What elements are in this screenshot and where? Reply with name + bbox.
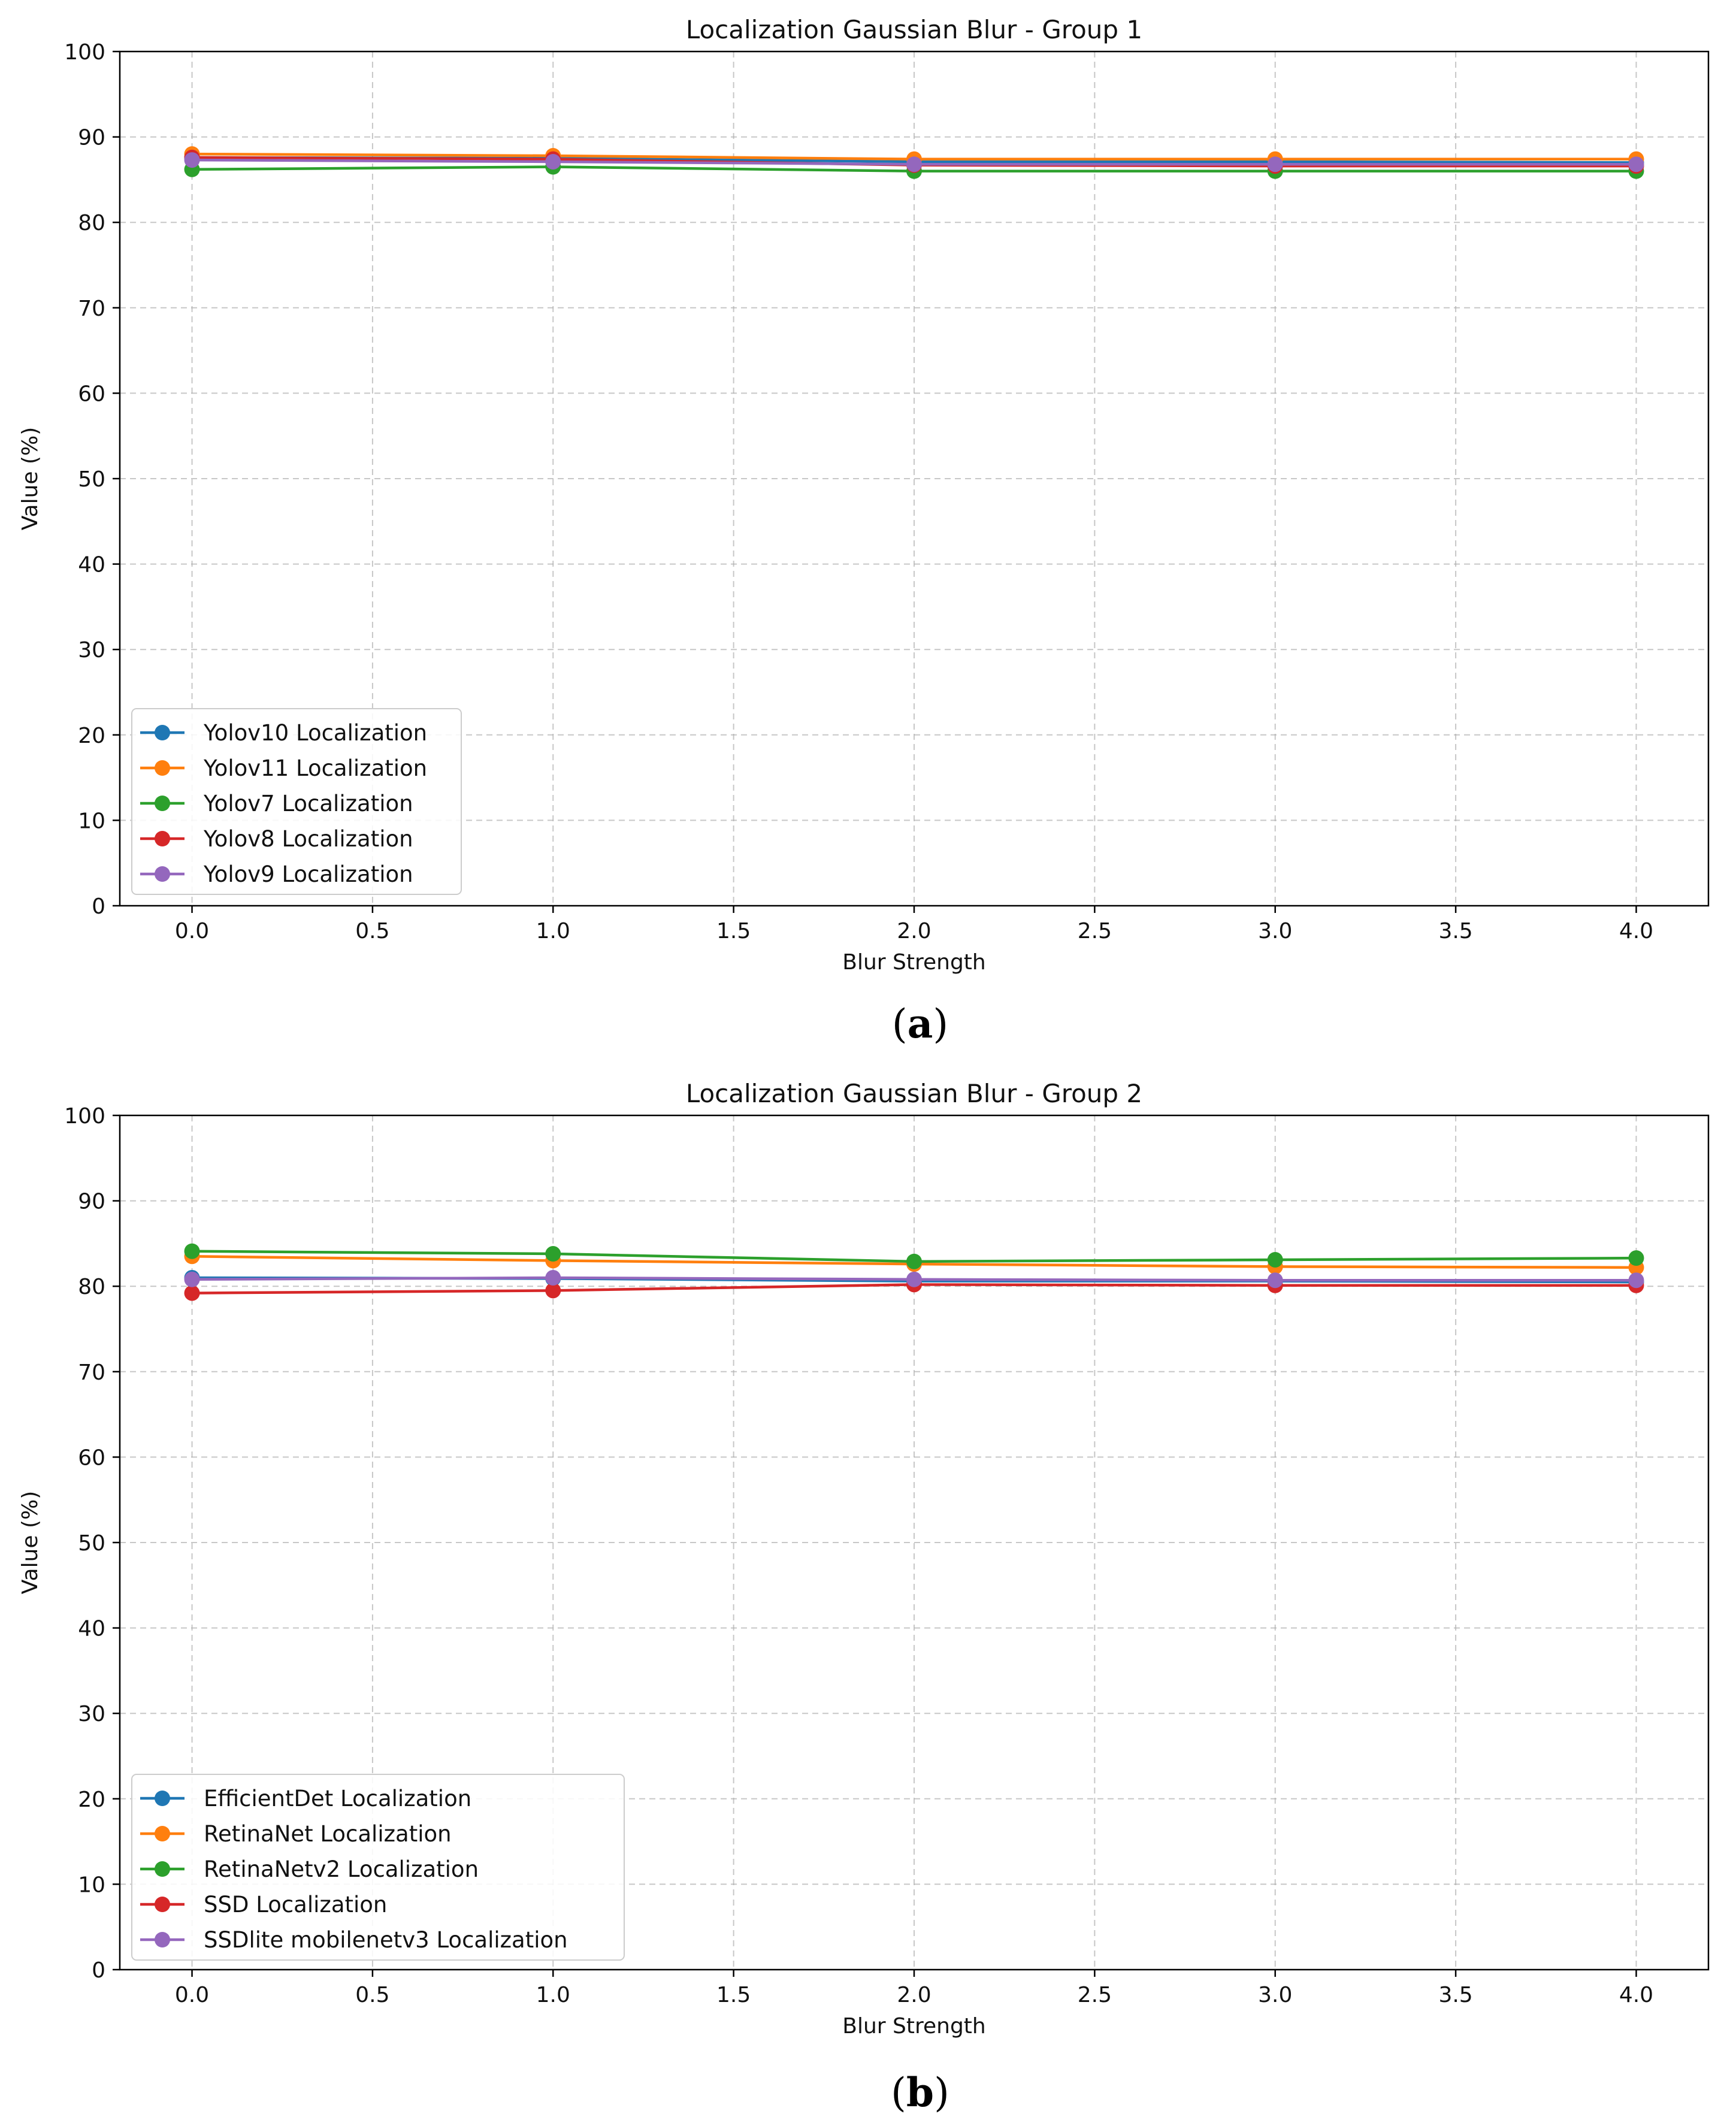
x-tick-label: 0.0: [174, 919, 210, 943]
x-tick-label: 2.0: [897, 919, 931, 943]
data-point: [185, 1286, 200, 1301]
data-point: [1268, 1252, 1283, 1268]
legend-item-label: Yolov8 Localization: [204, 826, 413, 852]
data-point: [1628, 1250, 1644, 1266]
legend-swatch-marker: [155, 1897, 170, 1912]
y-tick-label: 0: [92, 1958, 105, 1983]
data-point: [1628, 156, 1644, 172]
x-tick-label: 4.0: [1619, 919, 1654, 943]
data-point: [906, 1272, 922, 1287]
legend-item-label: EfficientDet Localization: [204, 1786, 472, 1811]
panel-label-open: (: [891, 2070, 906, 2116]
x-tick-label: 1.0: [536, 1983, 570, 2007]
y-tick-label: 30: [78, 638, 105, 663]
legend-swatch-marker: [155, 1932, 170, 1947]
legend: [132, 709, 461, 894]
chart-b-svg: [0, 1060, 1736, 2120]
x-tick-label: 2.5: [1077, 919, 1112, 943]
data-point: [906, 156, 922, 172]
x-tick-label: 1.5: [716, 919, 751, 943]
y-tick-label: 30: [78, 1702, 105, 1727]
data-point: [185, 1272, 200, 1287]
x-tick-label: 3.5: [1438, 1983, 1473, 2007]
legend-item-label: Yolov10 Localization: [204, 720, 428, 746]
y-tick-label: 10: [78, 1873, 105, 1898]
x-tick-label: 0.5: [355, 1983, 390, 2007]
legend-swatch-marker: [155, 831, 170, 846]
x-tick-label: 0.0: [174, 1983, 210, 2007]
y-tick-label: 10: [78, 809, 105, 834]
x-tick-label: 3.5: [1438, 919, 1473, 943]
x-tick-label: 3.0: [1258, 1983, 1293, 2007]
panel-label-close: ): [934, 2070, 949, 2116]
data-point: [1268, 1272, 1283, 1288]
chart-title: Localization Gaussian Blur - Group 1: [685, 15, 1143, 44]
y-tick-label: 50: [78, 467, 105, 492]
y-tick-label: 70: [78, 1360, 105, 1385]
y-axis-label: Value (%): [18, 1490, 43, 1595]
panel-label-letter: b: [906, 2069, 934, 2116]
legend-swatch-marker: [155, 866, 170, 882]
data-point: [1628, 1272, 1644, 1288]
y-tick-label: 80: [78, 211, 105, 236]
chart-panel-b: [0, 1060, 1736, 2120]
data-point: [185, 1244, 200, 1259]
panel-label-letter: a: [907, 1000, 933, 1047]
legend-swatch-marker: [155, 1791, 170, 1806]
y-tick-label: 90: [78, 1189, 105, 1214]
legend-item-label: SSD Localization: [204, 1892, 388, 1918]
chart-title: Localization Gaussian Blur - Group 2: [685, 1079, 1143, 1108]
y-tick-label: 40: [78, 1616, 105, 1641]
panel-label-open: (: [891, 1001, 908, 1047]
x-tick-label: 2.0: [897, 1983, 931, 2007]
data-point: [906, 1254, 922, 1269]
y-tick-label: 80: [78, 1275, 105, 1300]
x-axis-label: Blur Strength: [842, 2014, 986, 2039]
y-tick-label: 20: [78, 723, 105, 748]
legend-item-label: RetinaNet Localization: [204, 1821, 452, 1847]
x-tick-label: 1.5: [716, 1983, 751, 2007]
legend-item-label: RetinaNetv2 Localization: [204, 1856, 479, 1882]
y-tick-label: 70: [78, 296, 105, 321]
data-point: [1268, 156, 1283, 172]
legend-item-label: SSDlite mobilenetv3 Localization: [204, 1927, 568, 1953]
x-tick-label: 4.0: [1619, 1983, 1654, 2007]
panel-label: [891, 2069, 949, 2116]
legend-item-label: Yolov9 Localization: [204, 861, 413, 887]
series-group: [185, 146, 1644, 179]
x-axis-label: Blur Strength: [842, 950, 986, 975]
panel-label-close: ): [933, 1001, 949, 1047]
y-axis-label: Value (%): [18, 427, 43, 531]
legend-swatch-marker: [155, 1826, 170, 1841]
legend: [132, 1774, 624, 1960]
data-point: [185, 152, 200, 168]
legend-item-label: Yolov11 Localization: [204, 755, 428, 781]
legend-swatch-marker: [155, 760, 170, 776]
legend-item-label: Yolov7 Localization: [204, 791, 413, 816]
x-tick-label: 1.0: [536, 919, 570, 943]
legend-swatch-marker: [155, 725, 170, 740]
y-tick-label: 90: [78, 125, 105, 150]
y-tick-label: 60: [78, 1445, 105, 1471]
y-tick-label: 100: [64, 40, 105, 65]
data-point: [545, 1246, 561, 1262]
x-tick-label: 2.5: [1077, 1983, 1112, 2007]
y-tick-label: 20: [78, 1787, 105, 1812]
data-point: [545, 1270, 561, 1286]
y-tick-label: 0: [92, 894, 105, 919]
legend-swatch-marker: [155, 1861, 170, 1877]
y-tick-label: 100: [64, 1104, 105, 1129]
x-tick-label: 3.0: [1258, 919, 1293, 943]
y-tick-label: 40: [78, 552, 105, 577]
legend-swatch-marker: [155, 796, 170, 811]
y-tick-label: 50: [78, 1531, 105, 1556]
x-tick-label: 0.5: [355, 919, 390, 943]
y-tick-label: 60: [78, 382, 105, 407]
data-point: [545, 154, 561, 170]
panel-label: [892, 1000, 948, 1047]
